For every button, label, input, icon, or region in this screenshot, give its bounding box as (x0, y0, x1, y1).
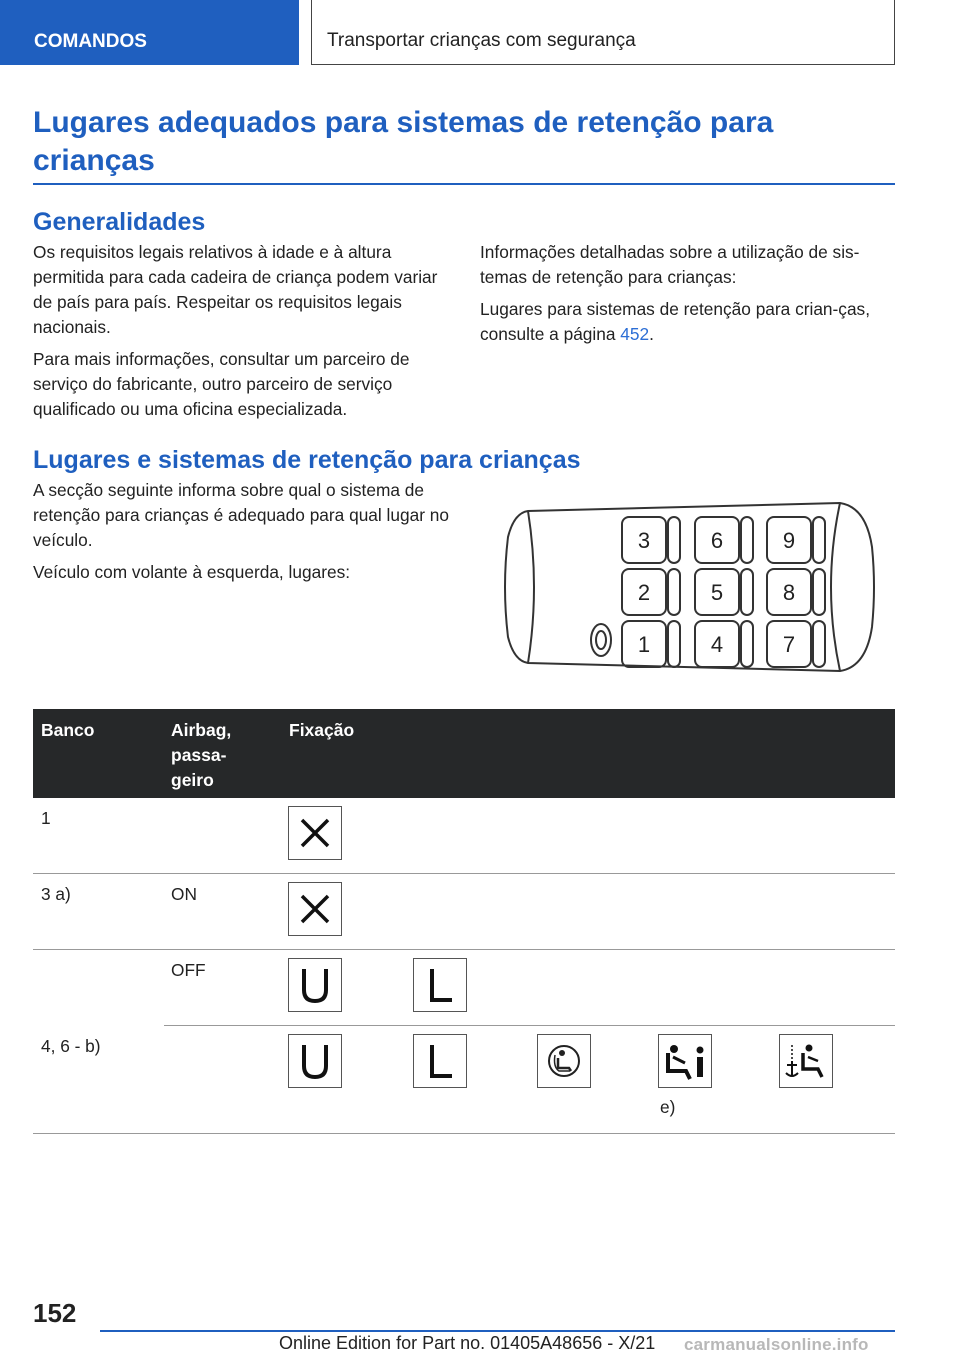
table-row (164, 950, 895, 1026)
table-row (33, 1026, 895, 1134)
section-heading-seats: Lugares e sistemas de retenção para crianças (33, 446, 581, 474)
seat-cell: 4, 6 - b) (41, 1036, 101, 1056)
seat-backrest-4 (741, 621, 753, 667)
section-heading-general: Generalidades (33, 208, 206, 236)
seats-text-column (33, 478, 453, 592)
column-header-seat: Banco (41, 720, 95, 740)
watermark: carmanualsonline.info (684, 1335, 869, 1354)
general-paragraph-4 (480, 297, 895, 347)
l-icon (413, 958, 467, 1012)
universal-u-icon (288, 958, 342, 1012)
table-header (33, 709, 895, 798)
seat-backrest-7 (813, 621, 825, 667)
child-seat-table (33, 709, 895, 1134)
airbag-cell: OFF (171, 960, 206, 980)
general-paragraph-1: Os requisitos legais relativos à idade e à altura permitida para cada cadeira de criança podem variar de país para país. Respeitar os requisitos legais nacionais. (33, 242, 438, 337)
universal-u-icon (288, 1034, 342, 1088)
seat-backrest-8 (813, 569, 825, 615)
general-right-column (480, 240, 895, 354)
airbag-cell: ON (171, 884, 197, 904)
seat-number-5: 5 (710, 580, 724, 605)
general-left-column (33, 240, 453, 429)
title-divider (33, 183, 895, 185)
seat-number-1: 1 (637, 632, 651, 657)
seat-backrest-2 (668, 569, 680, 615)
steering-wheel-icon (591, 624, 611, 656)
general-paragraph-3: Informações detalhadas sobre a utilização de sis-temas de retenção para crianças: (480, 242, 860, 287)
seat-cell: 3 a) (41, 884, 71, 904)
seats-paragraph-1: A secção seguinte informa sobre qual o sistema de retenção para crianças é adequado para qual lugar no veículo. (33, 480, 450, 550)
vehicle-seat-diagram (500, 497, 876, 677)
x-icon (288, 882, 342, 936)
x-icon (288, 806, 342, 860)
seat-number-7: 7 (782, 632, 796, 657)
table-row (33, 874, 895, 950)
seat-number-4: 4 (710, 632, 724, 657)
seat-number-6: 6 (710, 528, 724, 553)
seat-cell: 1 (41, 808, 51, 828)
isofix-seat-icon (537, 1034, 591, 1088)
seat-number-8: 8 (782, 580, 796, 605)
page-reference-text: Lugares para sistemas de retenção para crian-ças, consulte a página (480, 299, 870, 344)
seat-backrest-6 (741, 517, 753, 563)
seat-backrest-1 (668, 621, 680, 667)
page-title: Lugares adequados para sistemas de retenção para crianças (33, 106, 774, 177)
booster-seat-info-icon (658, 1034, 712, 1088)
chapter-title: Transportar crianças com segurança (311, 0, 895, 65)
l-icon (413, 1034, 467, 1088)
page-number: 152 (33, 1298, 77, 1328)
seat-number-9: 9 (782, 528, 796, 553)
table-row (33, 798, 895, 874)
seat-backrest-5 (741, 569, 753, 615)
seat-number-2: 2 (637, 580, 651, 605)
footer-divider (100, 1330, 895, 1332)
page-reference-suffix: . (649, 324, 654, 344)
column-header-airbag: Airbag, passa-geiro (171, 720, 232, 790)
seat-backrest-3 (668, 517, 680, 563)
column-header-fixation: Fixação (289, 720, 355, 740)
page-link[interactable]: 452 (620, 324, 650, 344)
general-paragraph-2: Para mais informações, consultar um parceiro de serviço do fabricante, outro parceiro de serviço qualificado ou uma oficina especializada. (33, 349, 410, 419)
section-tab[interactable]: COMANDOS (0, 0, 299, 65)
footnote-marker: e) (660, 1097, 676, 1117)
seat-number-3: 3 (637, 528, 651, 553)
anchor-seat-icon (779, 1034, 833, 1088)
seat-backrest-9 (813, 517, 825, 563)
edition-footer: Online Edition for Part no. 01405A48656 - X/21 (279, 1333, 656, 1353)
seats-paragraph-2: Veículo com volante à esquerda, lugares: (33, 562, 351, 582)
